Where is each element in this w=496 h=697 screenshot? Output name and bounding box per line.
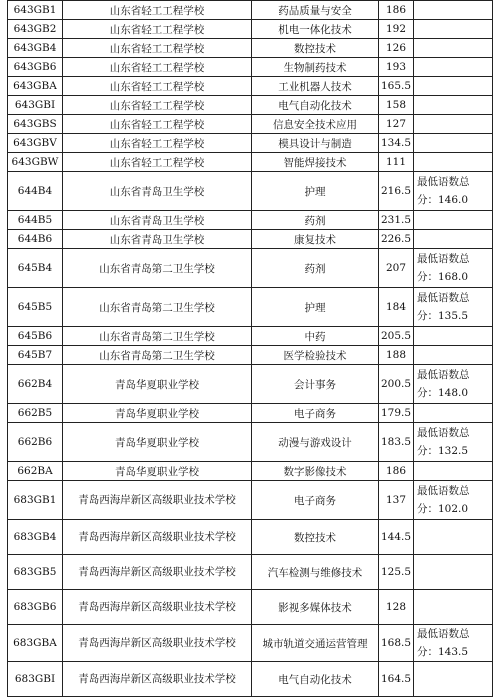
table-row <box>8 211 493 230</box>
school-name-cell: 山东省轻工工程学校 <box>63 153 252 172</box>
note-cell <box>414 58 493 77</box>
note-cell <box>414 96 493 115</box>
school-name-cell: 山东省青岛第二卫生学校 <box>63 288 252 327</box>
school-name-cell: 青岛西海岸新区高级职业技术学校 <box>63 555 252 590</box>
school-name-cell: 山东省轻工工程学校 <box>63 1 252 20</box>
table-body <box>8 1 493 697</box>
note-cell: 最低语数总分：102.0 <box>414 481 493 520</box>
table-row <box>8 1 493 20</box>
major-name-cell: 智能焊接技术 <box>252 153 379 172</box>
min-score-cell: 193 <box>379 58 414 77</box>
min-score-cell: 111 <box>379 153 414 172</box>
min-score-cell: 188 <box>379 346 414 365</box>
school-name-cell: 山东省轻工工程学校 <box>63 77 252 96</box>
note-cell: 最低语数总分：143.5 <box>414 625 493 662</box>
major-name-cell: 药剂 <box>252 211 379 230</box>
major-name-cell: 生物制药技术 <box>252 58 379 77</box>
school-code-cell: 643GB6 <box>8 58 63 77</box>
note-cell <box>414 39 493 58</box>
min-score-cell: 231.5 <box>379 211 414 230</box>
school-code-cell: 645B6 <box>8 327 63 346</box>
note-cell <box>414 404 493 423</box>
school-code-cell: 645B7 <box>8 346 63 365</box>
min-score-cell: 183.5 <box>379 423 414 462</box>
note-cell <box>414 1 493 20</box>
school-code-cell: 645B4 <box>8 249 63 288</box>
table-row <box>8 115 493 134</box>
min-score-cell: 137 <box>379 481 414 520</box>
table-row <box>8 153 493 172</box>
major-name-cell: 康复技术 <box>252 230 379 249</box>
note-cell <box>414 211 493 230</box>
min-score-cell: 144.5 <box>379 520 414 555</box>
min-score-cell: 168.5 <box>379 625 414 662</box>
school-code-cell: 683GB6 <box>8 590 63 625</box>
table-row <box>8 404 493 423</box>
note-cell <box>414 327 493 346</box>
school-name-cell: 山东省青岛卫生学校 <box>63 211 252 230</box>
min-score-cell: 128 <box>379 590 414 625</box>
min-score-cell: 186 <box>379 1 414 20</box>
major-name-cell: 城市轨道交通运营管理 <box>252 625 379 662</box>
school-name-cell: 山东省轻工工程学校 <box>63 115 252 134</box>
school-name-cell: 山东省青岛第二卫生学校 <box>63 327 252 346</box>
school-code-cell: 683GBI <box>8 662 63 697</box>
note-cell: 最低语数总分：135.5 <box>414 288 493 327</box>
note-cell <box>414 230 493 249</box>
school-code-cell: 662B5 <box>8 404 63 423</box>
table-row <box>8 625 493 662</box>
school-name-cell: 青岛西海岸新区高级职业技术学校 <box>63 590 252 625</box>
school-name-cell: 青岛西海岸新区高级职业技术学校 <box>63 481 252 520</box>
min-score-cell: 216.5 <box>379 172 414 211</box>
school-code-cell: 645B5 <box>8 288 63 327</box>
school-name-cell: 青岛西海岸新区高级职业技术学校 <box>63 625 252 662</box>
table-row <box>8 590 493 625</box>
school-code-cell: 643GBV <box>8 134 63 153</box>
school-name-cell: 青岛华夏职业学校 <box>63 365 252 404</box>
major-name-cell: 护理 <box>252 172 379 211</box>
note-cell: 最低语数总分：148.0 <box>414 365 493 404</box>
note-cell: 最低语数总分：132.5 <box>414 423 493 462</box>
min-score-cell: 165.5 <box>379 77 414 96</box>
school-code-cell: 643GB1 <box>8 1 63 20</box>
school-name-cell: 山东省青岛卫生学校 <box>63 230 252 249</box>
school-code-cell: 643GBS <box>8 115 63 134</box>
school-name-cell: 青岛西海岸新区高级职业技术学校 <box>63 520 252 555</box>
school-code-cell: 683GB1 <box>8 481 63 520</box>
school-name-cell: 山东省轻工工程学校 <box>63 96 252 115</box>
min-score-cell: 200.5 <box>379 365 414 404</box>
table-row <box>8 77 493 96</box>
note-cell <box>414 346 493 365</box>
school-code-cell: 643GB4 <box>8 39 63 58</box>
school-name-cell: 山东省青岛第二卫生学校 <box>63 249 252 288</box>
min-score-cell: 226.5 <box>379 230 414 249</box>
table-row <box>8 134 493 153</box>
major-name-cell: 会计事务 <box>252 365 379 404</box>
major-name-cell: 机电一体化技术 <box>252 20 379 39</box>
major-name-cell: 数控技术 <box>252 520 379 555</box>
note-cell <box>414 520 493 555</box>
major-name-cell: 工业机器人技术 <box>252 77 379 96</box>
note-cell <box>414 153 493 172</box>
major-name-cell: 护理 <box>252 288 379 327</box>
school-code-cell: 643GBI <box>8 96 63 115</box>
table-row <box>8 96 493 115</box>
note-cell <box>414 462 493 481</box>
major-name-cell: 医学检验技术 <box>252 346 379 365</box>
school-code-cell: 683GB5 <box>8 555 63 590</box>
school-code-cell: 644B6 <box>8 230 63 249</box>
table-row <box>8 555 493 590</box>
admission-score-table <box>7 0 493 697</box>
table-row <box>8 346 493 365</box>
min-score-cell: 186 <box>379 462 414 481</box>
table-row <box>8 662 493 697</box>
school-name-cell: 山东省轻工工程学校 <box>63 20 252 39</box>
school-name-cell: 青岛华夏职业学校 <box>63 462 252 481</box>
table-row <box>8 172 493 211</box>
school-code-cell: 662BA <box>8 462 63 481</box>
school-code-cell: 643GBW <box>8 153 63 172</box>
school-code-cell: 662B4 <box>8 365 63 404</box>
min-score-cell: 192 <box>379 20 414 39</box>
major-name-cell: 数控技术 <box>252 39 379 58</box>
min-score-cell: 207 <box>379 249 414 288</box>
min-score-cell: 179.5 <box>379 404 414 423</box>
major-name-cell: 影视多媒体技术 <box>252 590 379 625</box>
table-row <box>8 230 493 249</box>
major-name-cell: 数字影像技术 <box>252 462 379 481</box>
school-name-cell: 山东省青岛卫生学校 <box>63 172 252 211</box>
school-name-cell: 山东省轻工工程学校 <box>63 39 252 58</box>
note-cell <box>414 20 493 39</box>
table-row <box>8 462 493 481</box>
min-score-cell: 127 <box>379 115 414 134</box>
school-name-cell: 青岛西海岸新区高级职业技术学校 <box>63 662 252 697</box>
major-name-cell: 电气自动化技术 <box>252 662 379 697</box>
min-score-cell: 158 <box>379 96 414 115</box>
table-row <box>8 365 493 404</box>
major-name-cell: 汽车检测与维修技术 <box>252 555 379 590</box>
note-cell <box>414 662 493 697</box>
min-score-cell: 184 <box>379 288 414 327</box>
table-row <box>8 327 493 346</box>
school-name-cell: 山东省轻工工程学校 <box>63 134 252 153</box>
major-name-cell: 电子商务 <box>252 404 379 423</box>
school-code-cell: 643GB2 <box>8 20 63 39</box>
school-name-cell: 青岛华夏职业学校 <box>63 423 252 462</box>
school-code-cell: 644B4 <box>8 172 63 211</box>
table-row <box>8 39 493 58</box>
table-row <box>8 423 493 462</box>
min-score-cell: 125.5 <box>379 555 414 590</box>
note-cell <box>414 77 493 96</box>
school-code-cell: 643GBA <box>8 77 63 96</box>
min-score-cell: 164.5 <box>379 662 414 697</box>
note-cell <box>414 115 493 134</box>
major-name-cell: 动漫与游戏设计 <box>252 423 379 462</box>
table-row <box>8 288 493 327</box>
note-cell <box>414 134 493 153</box>
table-row <box>8 58 493 77</box>
major-name-cell: 电气自动化技术 <box>252 96 379 115</box>
note-cell <box>414 555 493 590</box>
min-score-cell: 126 <box>379 39 414 58</box>
major-name-cell: 药剂 <box>252 249 379 288</box>
school-code-cell: 662B6 <box>8 423 63 462</box>
major-name-cell: 模具设计与制造 <box>252 134 379 153</box>
school-name-cell: 山东省轻工工程学校 <box>63 58 252 77</box>
min-score-cell: 134.5 <box>379 134 414 153</box>
table-row <box>8 481 493 520</box>
note-cell: 最低语数总分：146.0 <box>414 172 493 211</box>
major-name-cell: 中药 <box>252 327 379 346</box>
school-code-cell: 683GB4 <box>8 520 63 555</box>
major-name-cell: 电子商务 <box>252 481 379 520</box>
table-row <box>8 520 493 555</box>
major-name-cell: 信息安全技术应用 <box>252 115 379 134</box>
note-cell <box>414 590 493 625</box>
major-name-cell: 药品质量与安全 <box>252 1 379 20</box>
table-row <box>8 249 493 288</box>
note-cell: 最低语数总分：168.0 <box>414 249 493 288</box>
table-row <box>8 20 493 39</box>
school-name-cell: 青岛华夏职业学校 <box>63 404 252 423</box>
school-name-cell: 山东省青岛第二卫生学校 <box>63 346 252 365</box>
school-code-cell: 683GBA <box>8 625 63 662</box>
min-score-cell: 205.5 <box>379 327 414 346</box>
school-code-cell: 644B5 <box>8 211 63 230</box>
